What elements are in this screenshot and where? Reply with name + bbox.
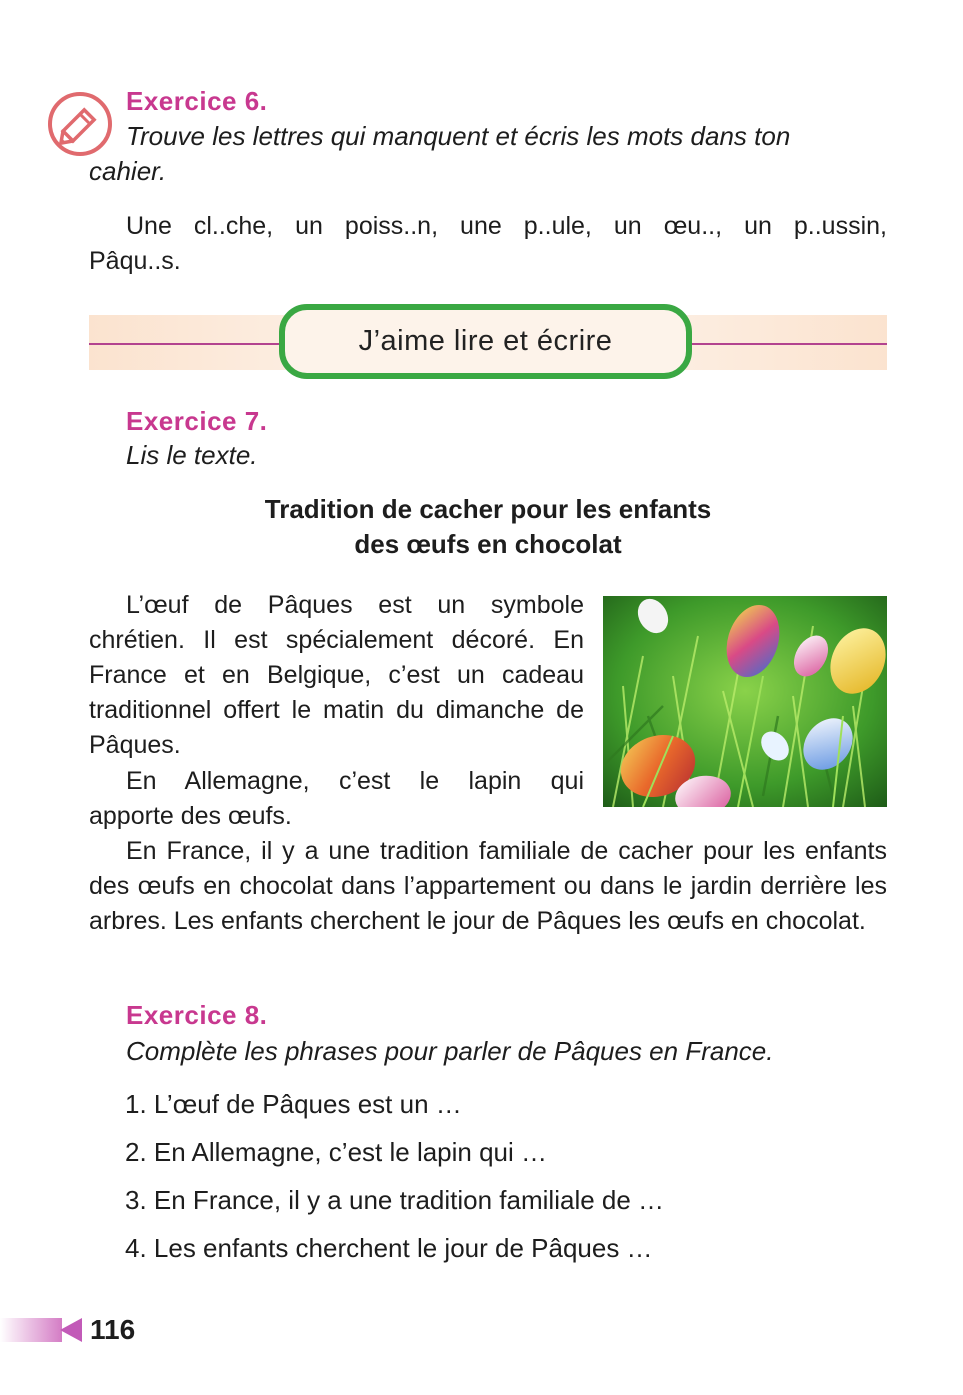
story-title-line1: Tradition de cacher pour les enfants (264, 494, 712, 524)
exercise-6-instruction: Trouve les lettres qui manquent et écris les mots dans ton (126, 121, 791, 151)
page-number: 116 (90, 1314, 136, 1345)
banner-line-right (690, 343, 887, 345)
story-title-line2: des œufs en chocolat (354, 529, 622, 559)
exercise-8-title: Exercice 8. (126, 1000, 268, 1030)
story-paragraph-2-cont: apporte des œufs. (89, 802, 292, 830)
exercise-6-words (89, 209, 887, 279)
page-arrow-icon (60, 1318, 82, 1342)
exercise-7-instruction: Lis le texte. (126, 440, 258, 470)
list-item: 4. Les enfants cherchent le jour de Pâques … (125, 1233, 653, 1263)
pencil-icon (46, 90, 114, 158)
banner-line-left (89, 343, 281, 345)
exercise-7-title: Exercice 7. (126, 406, 268, 436)
section-banner: J’aime lire et écrire (279, 304, 692, 379)
list-item: 3. En France, il y a une tradition familiale de … (125, 1185, 665, 1215)
exercise-6-title: Exercice 6. (126, 86, 268, 116)
exercise-6-words-line2: Pâqu..s. (89, 247, 181, 275)
list-item: 1. L’œuf de Pâques est un … (125, 1089, 462, 1119)
exercise-8-instruction: Complète les phrases pour parler de Pâques en France. (126, 1036, 774, 1066)
exercise-6-instruction-cont: cahier. (89, 156, 167, 186)
story-paragraph-1: L’œuf de Pâques est un symbole chrétien. Il est spécialement décoré. En France et en Belgique, c’est un cadeau traditionnel offert le matin du dimanche de Pâques. (89, 591, 584, 759)
exercise-6-words-line1: Une cl..che, un poiss..n, une p..ule, un œu.., un p..ussin, (126, 212, 887, 240)
easter-eggs-photo (603, 596, 887, 807)
story-paragraph-3: En France, il y a une tradition familiale de cacher pour les enfants des œufs en chocolat dans l’appartement ou dans le jardin derrière les arbres. Les enfants cherchent le jour de Pâques les œufs en chocolat. (89, 837, 887, 935)
list-item: 2. En Allemagne, c’est le lapin qui … (125, 1137, 548, 1167)
story-paragraph-2: En Allemagne, c’est le lapin qui (126, 767, 584, 795)
page-marker-bar (0, 1318, 62, 1342)
